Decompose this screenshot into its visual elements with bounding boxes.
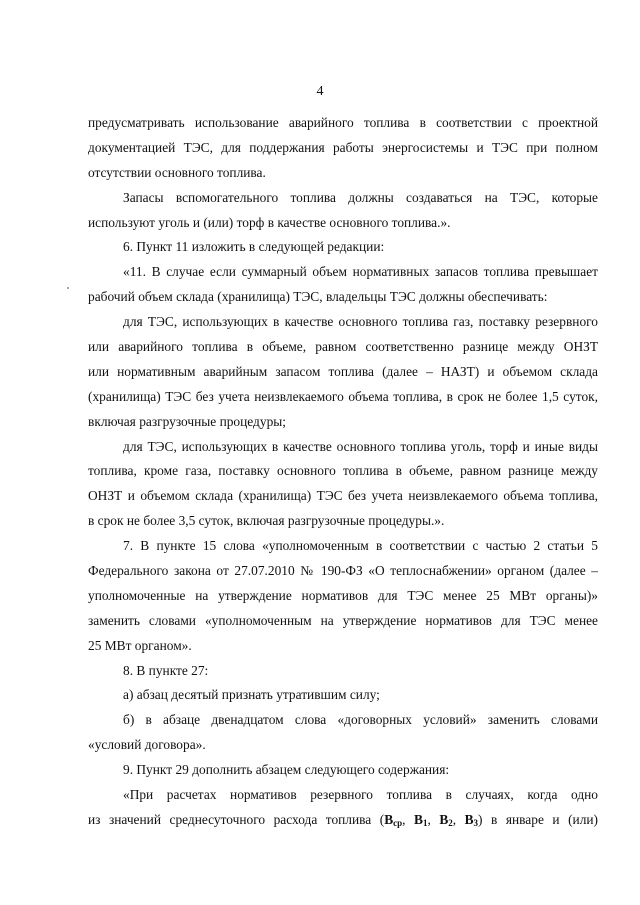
text-line-with-formula: из значений среднесуточного расхода топлива ($B_{ср}$, $B_1$, $B_2$, $B_3$) в январе и (или) [88,811,599,828]
text-line: б) в абзаце двенадцатом слова «договорных условий» заменить словами [123,712,598,728]
text-line: топлива, кроме газа, поставку основного топлива в объеме, равном разнице между [88,463,598,479]
text-line: или нормативным аварийным запасом топлива (далее – НАЗТ) и объемом склада [88,363,598,379]
text-line: Запасы вспомогательного топлива должны создаваться на ТЭС, которые [123,189,598,205]
text-line: 9. Пункт 29 дополнить абзацем следующего содержания: [123,762,450,778]
text-line: «При расчетах нормативов резервного топлива в случаях, когда одно [123,787,598,803]
text-line: 7. В пункте 15 слова «уполномоченным в соответствии с частью 2 статьи 5 [123,538,598,554]
text-line: ОНЗТ и объемом склада (хранилища) ТЭС без учета неизвлекаемого объема топлива, [88,488,598,504]
text-line: отсутствии основного топлива. [88,164,266,180]
text-line: документацией ТЭС, для поддержания работы энергосистемы и ТЭС при полном [88,139,598,155]
formula-b3: $B_3$ [464,811,479,828]
text-line: Федерального закона от 27.07.2010 № 190-ФЗ «О теплоснабжении» органом (далее – [88,563,598,579]
text-line: предусматривать использование аварийного топлива в соответствии с проектной [88,115,598,130]
text-line: в срок не более 3,5 суток, включая разгрузочные процедуры.». [88,513,445,529]
text-line: (хранилища) ТЭС без учета неизвлекаемого объема топлива, в срок не более 1,5 суток, [88,388,598,404]
document-body [88,111,598,833]
text-line: «условий договора». [88,737,206,753]
text-line: уполномоченные на утверждение нормативов для ТЭС менее 25 МВт органы)» [88,587,598,603]
text-line: «11. В случае если суммарный объем нормативных запасов топлива превышает [123,264,598,280]
text-segment: из значений среднесуточного расхода топлива ( [88,811,385,827]
text-line: 25 МВт органом». [88,637,192,653]
text-line: включая разгрузочные процедуры; [88,413,286,429]
scan-speck [67,287,69,289]
text-line: заменить словами «уполномоченным на утверждение нормативов для ТЭС менее [88,612,598,628]
page-number: 4 [316,84,324,99]
text-line: 6. Пункт 11 изложить в следующей редакции: [123,239,385,255]
formula-b-cp: $B_{ср}$ [384,811,403,828]
text-line: для ТЭС, использующих в качестве основного топлива уголь, торф и иные виды [123,438,598,454]
text-line: а) абзац десятый признать утратившим силу; [123,687,380,703]
text-line: 8. В пункте 27: [123,662,209,678]
text-line: для ТЭС, использующих в качестве основного топлива газ, поставку резервного [123,314,598,330]
text-line: используют уголь и (или) торф в качестве основного топлива.». [88,214,451,230]
formula-b1: $B_1$ [414,811,428,828]
text-line: рабочий объем склада (хранилища) ТЭС, владельцы ТЭС должны обеспечивать: [88,289,548,305]
text-line: или аварийного топлива в объеме, равном соответственно разнице между ОНЗТ [88,339,598,355]
text-segment: ) в январе и (или) [478,811,599,827]
formula-b2: $B_2$ [439,811,453,828]
